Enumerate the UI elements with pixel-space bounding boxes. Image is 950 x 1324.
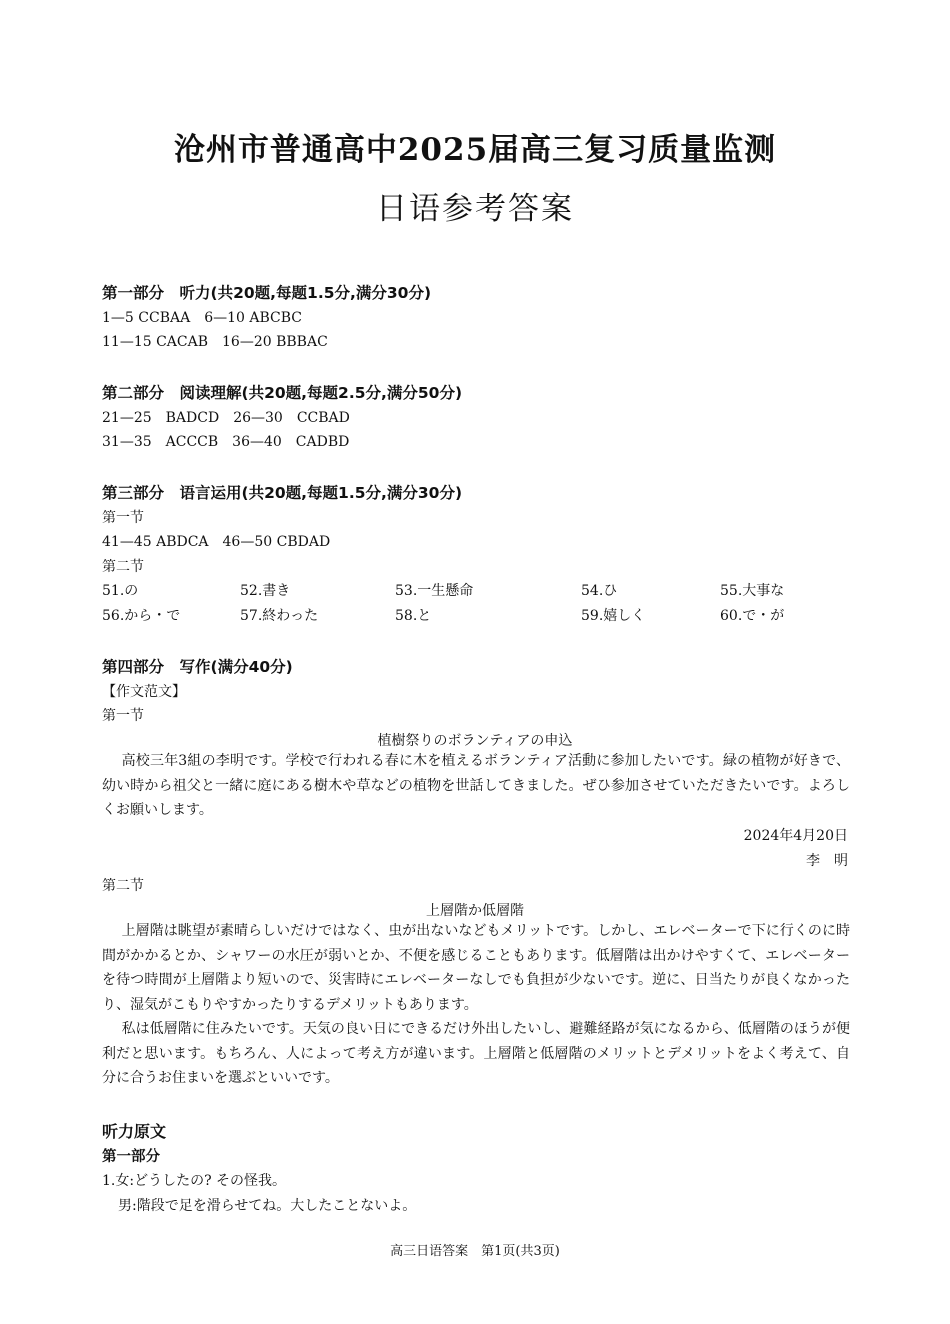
- part1-answers-line: 1—5 CCBAA 6—10 ABCBC: [102, 310, 302, 326]
- part4-heading: 第四部分 写作(满分40分): [102, 658, 293, 676]
- listening-part-label: 第一部分: [102, 1149, 160, 1165]
- part3-heading: 第三部分 语言运用(共20题,每题1.5分,满分30分): [102, 484, 463, 502]
- part2-answers-line: 21—25 BADCD 26—30 CCBAD: [102, 410, 350, 426]
- part2-answers-line: 31—35 ACCCB 36—40 CADBD: [102, 434, 350, 450]
- essay1-title: 植樹祭りのボランティアの申込: [377, 733, 573, 749]
- part1-answers-line: 11—15 CACAB 16—20 BBBAC: [102, 334, 328, 350]
- document-title: 沧州市普通高中2025届高三复习质量监测: [173, 132, 777, 168]
- transcript-line: 男:階段で足を滑らせてね。大したことないよ。: [118, 1198, 417, 1214]
- document-subtitle: 日语参考答案: [376, 191, 574, 227]
- fill-answer: 53.一生懸命: [395, 583, 474, 599]
- listening-heading: 听力原文: [102, 1122, 167, 1141]
- part4-section1-label: 第一节: [102, 708, 144, 724]
- part2-heading: 第二部分 阅读理解(共20题,每题2.5分,满分50分): [102, 384, 463, 402]
- fill-answer: 58.と: [395, 608, 432, 624]
- fill-answer: 52.書き: [240, 583, 291, 599]
- part3-section1-answers: 41—45 ABDCA 46—50 CBDAD: [102, 534, 331, 550]
- part1-heading: 第一部分 听力(共20题,每题1.5分,满分30分): [102, 284, 432, 302]
- essay2-paragraph: 私は低層階に住みたいです。天気の良い日にできるだけ外出したいし、避難経路が気になるから、低層階のほうが便利だと思います。もちろん、人によって考え方が違います。上層階と低層階のメリットとデメリットをよく考えて、自分に合うお住まいを選ぶといいです。: [102, 1021, 850, 1086]
- fill-answer: 60.で・が: [720, 608, 785, 624]
- model-essay-label: 【作文范文】: [102, 684, 186, 700]
- essay1-paragraph: 高校三年3組の李明です。学校で行われる春に木を植えるボランティア活動に参加したいです。緑の植物が好きで、幼い時から祖父と一緒に庭にある樹木や草などの植物を世話してきました。ぜひ参加させていただきたいです。よろしくお願いします。: [102, 753, 850, 818]
- transcript-line: 1.女:どうしたの? その怪我。: [102, 1173, 287, 1189]
- essay2-title: 上層階か低層階: [426, 903, 524, 919]
- part3-section1-label: 第一节: [102, 510, 144, 526]
- fill-answer: 57.終わった: [240, 608, 319, 624]
- essay1-signature: 李 明: [806, 853, 848, 869]
- fill-answer: 54.ひ: [581, 583, 618, 599]
- fill-answer: 59.嬉しく: [581, 608, 646, 624]
- page-footer: 高三日语答案 第1页(共3页): [390, 1244, 560, 1259]
- fill-answer: 51.の: [102, 583, 139, 599]
- part3-section2-label: 第二节: [102, 559, 144, 575]
- part4-section2-label: 第二节: [102, 878, 144, 894]
- fill-answer: 55.大事な: [720, 583, 785, 599]
- essay1-date: 2024年4月20日: [743, 828, 848, 844]
- fill-answer: 56.から・で: [102, 608, 181, 624]
- essay2-paragraph: 上層階は眺望が素晴らしいだけではなく、虫が出ないなどもメリットです。しかし、エレベーターで下に行くのに時間がかかるとか、シャワーの水圧が弱いとか、不便を感じることもあります。低層階は出かけやすくて、エレベーターを待つ時間が上層階より短いので、災害時にエレベーターなしでも負担が少ないです。逆に、日当たりが良くなかったり、湿気がこもりやすかったりするデメリットもあります。: [102, 923, 850, 1013]
